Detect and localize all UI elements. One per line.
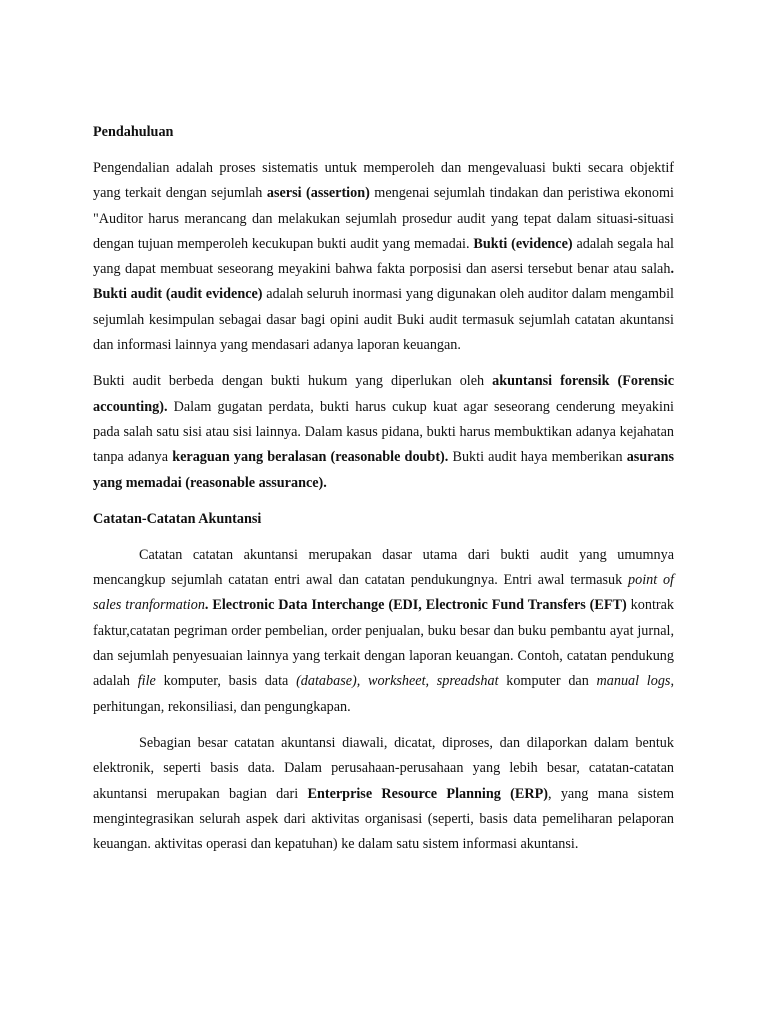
text-run: Bukti audit berbeda dengan bukti hukum yang diperlukan oleh	[93, 373, 493, 390]
text-run: Dalam gugatan perdata, bukti harus cukup kuat agar seseorang cenderung meyakini pada salah satu sisi atau sisi lainnya. Dalam kasus pidana, bukti harus membuktikan adanya kejahatan tanpa adanya	[93, 398, 674, 466]
text-run: Sebagian besar catatan akuntansi diawali, dicatat, diproses, dan dilaporkan dalam bentuk elektronik, seperti basis data. Dalam perusahaan-perusahaan yang lebih besar, catatan-catatan akuntansi merupakan bagian dari	[93, 734, 674, 802]
bold-term: akuntansi forensik (Forensic accounting).	[93, 373, 674, 415]
text-run: mengenai sejumlah tindakan dan peristiwa ekonomi "Auditor harus merancang dan melakukan sejumlah prosedur audit yang tepat dalam situasi-situasi dengan tujuan memperoleh kecukupan bukti audit yang memadai.	[93, 185, 674, 252]
section-title-pendahuluan: Pendahuluan	[93, 124, 174, 140]
italic-term: point of sales tranformation	[93, 572, 675, 614]
text-run: adalah seluruh inormasi yang digunakan oleh auditor dalam mengambil sejumlah kesimpulan sebagai dasar bagi opini audit Buki audit termasuk sejumlah catatan akuntansi dan informasi lainnya yang mendasari adanya laporan keuangan.	[93, 286, 674, 354]
italic-term: (database), worksheet, spreadshat	[296, 673, 499, 690]
bold-term: Bukti (evidence)	[473, 235, 573, 252]
text-run: , perhitungan, rekonsiliasi, dan pengungkapan.	[93, 673, 675, 715]
bold-term: asersi (assertion)	[266, 185, 370, 202]
section-title-catatan-akuntansi: Catatan-Catatan Akuntansi	[93, 510, 262, 527]
text-run: Catatan catatan akuntansi merupakan dasar utama dari bukti audit yang umumnya mencangkup sejumlah catatan entri awal dan catatan pendukungnya. Entri awal termasuk	[93, 546, 674, 589]
paragraph	[93, 731, 674, 857]
bold-term: asurans yang memadai (reasonable assurance).	[93, 449, 675, 491]
text-run: kontrak faktur,catatan pegriman order pembelian, order penjualan, buku besar dan buku pembantu ayat jurnal, dan sejumlah penyesuaian lainnya yang terkait dengan laporan keuangan. Contoh, catatan pendukung adalah	[93, 597, 674, 690]
bold-term: keraguan yang beralasan (reasonable doubt).	[172, 449, 449, 466]
text-run: Pengendalian adalah proses sistematis untuk memperoleh dan mengevaluasi bukti secara objektif yang terkait dengan sejumlah	[93, 160, 674, 202]
text-run: , yang mana sistem mengintegrasikan selurah aspek dari aktivitas organisasi (seperti, basis data pemeliharan pelaporan keuangan. aktivitas operasi dan kepatuhan) ke dalam satu sistem informasi akuntansi.	[93, 785, 674, 853]
text-run: Bukti audit haya memberikan	[448, 449, 627, 466]
paragraph	[93, 369, 674, 495]
bold-term: . Electronic Data Interchange (EDI, Electronic Fund Transfers (EFT)	[204, 597, 627, 614]
italic-term: manual logs	[596, 673, 671, 690]
text-run: adalah segala hal yang dapat membuat seseorang meyakini bahwa fakta porposisi dan asersi tersebut benar atau salah	[93, 235, 674, 278]
bold-term: Enterprise Resource Planning (ERP)	[307, 785, 548, 802]
bold-term: . Bukti audit (audit evidence)	[93, 261, 674, 303]
italic-term: file	[137, 673, 156, 690]
text-run: komputer dan	[498, 673, 597, 690]
text-run: komputer, basis data	[155, 673, 297, 690]
paragraph	[93, 156, 674, 358]
paragraph	[93, 543, 674, 720]
